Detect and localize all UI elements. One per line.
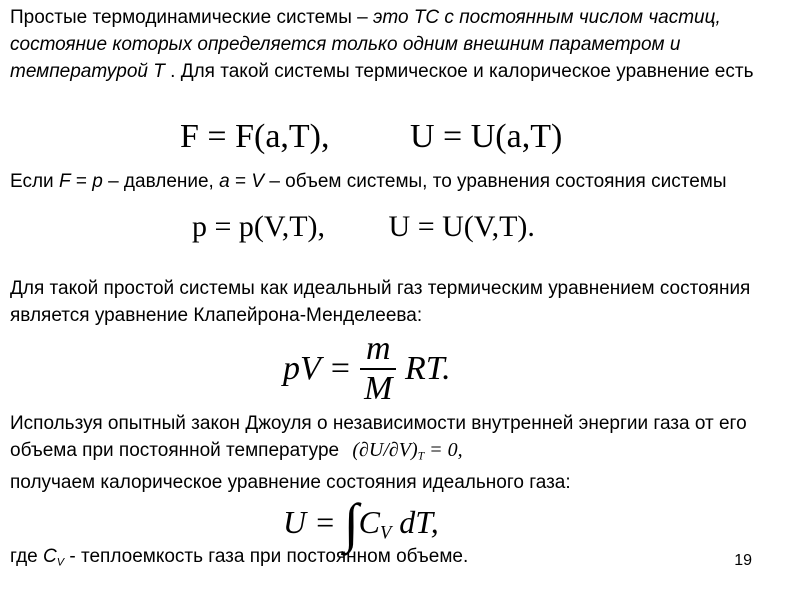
heat-capacity-symbol: C xyxy=(358,503,380,540)
clapeyron-rhs: RT. xyxy=(404,350,451,387)
intro-rest-text: . Для такой системы термическое и калорическое уравнение есть xyxy=(164,61,754,82)
intro-dash: – xyxy=(351,7,374,28)
fraction-numerator: m xyxy=(360,330,396,370)
p5-text-2: - теплоемкость газа при постоянном объеме. xyxy=(64,546,469,567)
joule-equals-zero: = 0, xyxy=(424,439,463,461)
ideal-gas-paragraph: Для такой простой системы как идеальный газ термическим уравнением состояния является уравнение Клапейрона-Менделеева: xyxy=(10,278,751,326)
equation-2-left: p = p(V,T), xyxy=(192,210,326,243)
equation-1-right: U = U(a,T) xyxy=(410,118,563,155)
equation-1 xyxy=(180,118,562,156)
equation-2-right: U = U(V,T). xyxy=(388,210,535,243)
pressure-volume-paragraph xyxy=(10,168,770,195)
p2-symbol-p: p xyxy=(92,171,103,192)
joule-text-1: Используя опытный закон Джоуля о независимости внутренней энергии газа от его объема при постоянной температуре xyxy=(10,413,747,461)
p2-symbol-a: a xyxy=(219,171,230,192)
fraction-denominator: M xyxy=(364,370,393,407)
joule-subscript: T xyxy=(417,449,425,463)
intro-italic-definition: это ТС с постоянным числом частиц, состояние которых определяется только одним внешним параметром и температурой xyxy=(10,7,721,82)
p2-text-1: Если xyxy=(10,171,59,192)
intro-temperature-symbol: Т xyxy=(153,61,165,82)
page-number: 19 xyxy=(734,552,752,569)
p2-text-2: = xyxy=(70,171,93,192)
p2-text-3: – давление, xyxy=(102,171,220,192)
intro-plain-text: Простые термодинамические системы xyxy=(10,7,352,28)
caloric-rest: dT, xyxy=(391,503,439,540)
caloric-lhs: U = xyxy=(283,503,336,540)
integral-sign: ∫ xyxy=(343,493,359,553)
equation-2 xyxy=(192,210,535,244)
equation-1-left: F = F(a,T), xyxy=(180,118,330,155)
clapeyron-lhs: pV = xyxy=(283,350,352,387)
p5-text-1: где xyxy=(10,546,44,567)
p2-symbol-V: V xyxy=(251,171,265,192)
p2-text-4: = xyxy=(229,171,252,192)
clapeyron-equation xyxy=(283,330,451,408)
heat-capacity-subscript: V xyxy=(379,522,392,544)
heat-capacity-paragraph xyxy=(10,543,690,576)
p5-symbol-C: C xyxy=(43,546,57,567)
clapeyron-fraction xyxy=(360,330,396,408)
joule-condition xyxy=(352,439,462,461)
p5-subscript-V: V xyxy=(56,556,65,569)
joule-text-2: получаем калорическое уравнение состояния идеального газа: xyxy=(10,472,571,494)
joule-derivative: (∂U/∂V) xyxy=(352,439,418,461)
joule-paragraph xyxy=(10,410,770,496)
intro-paragraph xyxy=(10,4,770,85)
p2-symbol-F: F xyxy=(58,171,71,192)
p2-text-5: – объем системы, то уравнения состояния системы xyxy=(264,171,727,192)
